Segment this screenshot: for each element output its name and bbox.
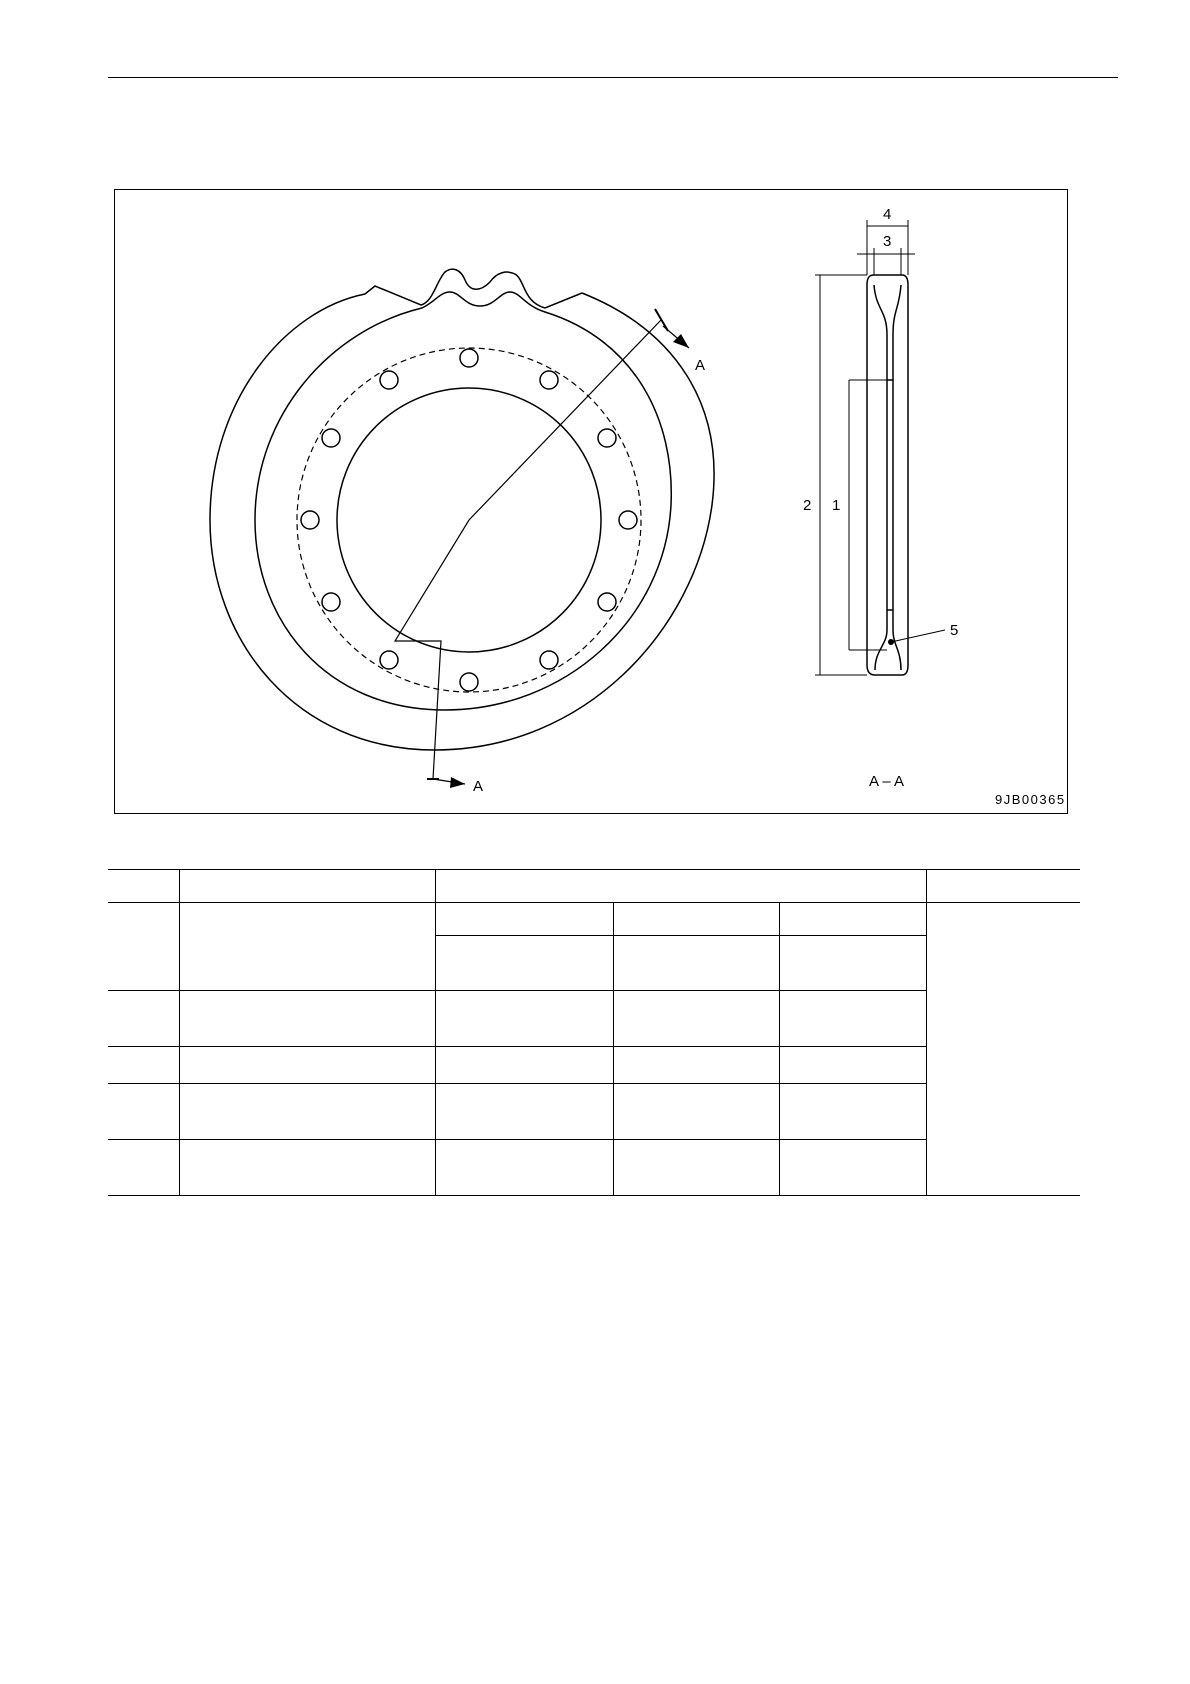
dimensions [815, 220, 945, 675]
sprocket-drawing [115, 190, 1069, 815]
section-marker-bottom: A [473, 778, 484, 795]
figure-code: 9JB00365 [995, 792, 1066, 807]
header-rule [108, 77, 1118, 78]
sprocket-outer-rim [210, 269, 714, 750]
table-header-row [108, 870, 1080, 903]
callout-3: 3 [883, 233, 892, 250]
section-view [867, 275, 908, 675]
table-row [108, 903, 1080, 936]
section-marker-top: A [695, 357, 706, 374]
sprocket-inner-rim [255, 292, 671, 710]
specification-table [108, 869, 1080, 1196]
callout-5: 5 [950, 622, 959, 639]
figure-frame [114, 189, 1068, 814]
callout-4: 4 [883, 206, 892, 223]
section-title: A – A [869, 773, 905, 790]
callout-2: 2 [803, 497, 812, 514]
callout-1: 1 [832, 497, 841, 514]
